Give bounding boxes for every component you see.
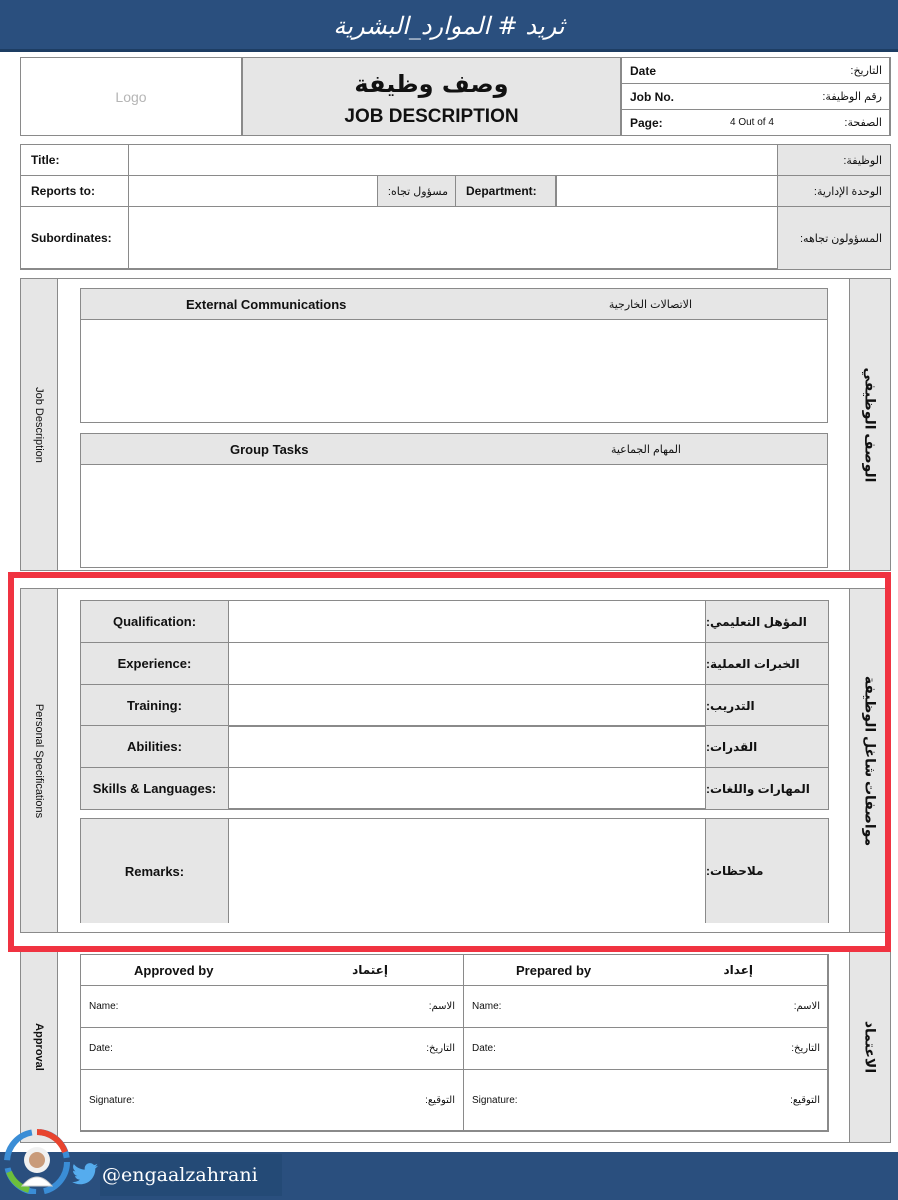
spec-row-field[interactable]	[228, 725, 707, 768]
approved-by-header	[80, 954, 464, 986]
page-row	[621, 109, 891, 136]
page-value: 4 Out of 4	[730, 117, 774, 128]
title-label-ar: الوظيفة:	[777, 144, 891, 176]
prepared-signature-label: Signature:	[472, 1095, 518, 1106]
spec-row-label: Experience:	[80, 642, 229, 685]
prepared-name-label: Name:	[472, 1001, 502, 1012]
external-communications-box	[80, 288, 828, 423]
header-block	[20, 57, 890, 136]
title-label: Title:	[20, 144, 129, 176]
external-communications-label-ar: الاتصالات الخارجية	[608, 298, 692, 311]
approved-date-label-ar: التاريخ:	[426, 1043, 455, 1054]
title-arabic: وصف وظيفة	[354, 70, 509, 98]
job-no-row	[621, 83, 891, 110]
subordinates-field[interactable]	[128, 206, 779, 270]
date-row	[621, 57, 891, 84]
prepared-date-row[interactable]	[463, 1027, 829, 1070]
spec-row-label-ar: المهارات واللغات:	[705, 767, 829, 810]
approved-date-label: Date:	[89, 1043, 113, 1054]
personal-specs-side-label: Personal Specifications	[33, 703, 45, 818]
prepared-by-label: Prepared by	[516, 962, 592, 978]
document-title-cell	[242, 57, 621, 136]
prepared-name-row[interactable]	[463, 985, 829, 1028]
title-english: JOB DESCRIPTION	[344, 106, 519, 127]
job-no-label-ar: رقم الوظيفة:	[822, 91, 882, 103]
approved-name-label-ar: الاسم:	[428, 1001, 455, 1012]
spec-row-field[interactable]	[228, 684, 707, 727]
page-label: Page:	[630, 115, 663, 130]
approved-signature-row[interactable]	[80, 1069, 464, 1132]
personal-specs-side-en	[20, 588, 58, 933]
logo-placeholder: Logo	[20, 57, 242, 136]
approved-date-row[interactable]	[80, 1027, 464, 1070]
specs-table	[80, 600, 828, 809]
department-label: Department:	[455, 175, 557, 207]
department-field[interactable]	[555, 175, 779, 207]
spec-row-label-ar: الخبرات العملية:	[705, 642, 829, 685]
prepared-date-label: Date:	[472, 1043, 496, 1054]
title-field[interactable]	[128, 144, 779, 176]
remarks-table	[80, 818, 828, 922]
prepared-by-label-ar: إعداد	[723, 963, 753, 977]
prepared-date-label-ar: التاريخ:	[791, 1043, 820, 1054]
info-block	[20, 144, 890, 269]
approval-side-label-ar: الاعتماد	[862, 1020, 879, 1073]
date-label-ar: التاريخ:	[850, 65, 882, 77]
spec-row-label: Skills & Languages:	[80, 767, 229, 810]
prepared-signature-row[interactable]	[463, 1069, 829, 1132]
personal-specs-side-label-ar: مواصفات شاغل الوظيفة	[862, 675, 879, 846]
job-no-label: Job No.	[630, 89, 674, 104]
banner-title: ثريد # الموارد_البشرية	[333, 12, 565, 40]
approval-table	[80, 954, 828, 1131]
spec-row-field[interactable]	[228, 642, 707, 685]
job-description-side-ar	[849, 278, 891, 571]
reports-to-field[interactable]	[128, 175, 379, 207]
reports-to-label: Reports to:	[20, 175, 129, 207]
approval-side-label: Approval	[33, 1022, 45, 1071]
profile-avatar-icon	[4, 1124, 70, 1194]
personal-specs-side-ar	[849, 588, 891, 933]
job-description-side-label-ar: الوصف الوظيفي	[862, 367, 879, 482]
spec-row-field[interactable]	[228, 767, 707, 810]
external-communications-header	[80, 288, 828, 320]
subordinates-label: Subordinates:	[20, 206, 129, 270]
spec-row-label: Qualification:	[80, 600, 229, 643]
twitter-handle[interactable]: @engaalzahrani	[100, 1154, 282, 1196]
group-tasks-header	[80, 433, 828, 465]
approved-name-label: Name:	[89, 1001, 119, 1012]
spec-row-label: Training:	[80, 684, 229, 727]
spec-row-label: Abilities:	[80, 725, 229, 768]
twitter-bird-icon	[72, 1163, 98, 1185]
job-description-side-label: Job Description	[33, 386, 45, 463]
spec-row-field[interactable]	[228, 600, 707, 643]
approved-by-label: Approved by	[134, 962, 214, 978]
external-communications-field[interactable]	[81, 320, 827, 422]
group-tasks-box	[80, 433, 828, 568]
group-tasks-label: Group Tasks	[230, 441, 309, 457]
top-banner	[0, 0, 898, 52]
prepared-name-label-ar: الاسم:	[793, 1001, 820, 1012]
spec-row-label-ar: القدرات:	[705, 725, 829, 768]
prepared-by-header	[463, 954, 829, 986]
external-communications-label: External Communications	[186, 296, 347, 312]
group-tasks-field[interactable]	[81, 465, 827, 567]
approved-by-label-ar: إعتماد	[352, 963, 388, 977]
prepared-signature-label-ar: التوقيع:	[790, 1095, 820, 1106]
approved-signature-label-ar: التوقيع:	[425, 1095, 455, 1106]
remarks-label: Remarks:	[80, 818, 229, 923]
approval-side-ar	[849, 950, 891, 1143]
spec-row-label-ar: المؤهل التعليمي:	[705, 600, 829, 643]
group-tasks-label-ar: المهام الجماعية	[610, 443, 681, 456]
approved-signature-label: Signature:	[89, 1095, 135, 1106]
approval-side-en	[20, 950, 58, 1143]
date-label: Date	[630, 63, 657, 78]
remarks-label-ar: ملاحظات:	[705, 818, 829, 923]
department-label-ar: الوحدة الإدارية:	[777, 175, 891, 207]
job-description-side-en	[20, 278, 58, 571]
reports-to-label-ar: مسؤول تجاه:	[377, 175, 457, 207]
remarks-field[interactable]	[228, 818, 707, 923]
approved-name-row[interactable]	[80, 985, 464, 1028]
spec-row-label-ar: التدريب:	[705, 684, 829, 727]
subordinates-label-ar: المسؤولون تجاهه:	[777, 206, 891, 270]
page-label-ar: الصفحة:	[844, 117, 882, 129]
